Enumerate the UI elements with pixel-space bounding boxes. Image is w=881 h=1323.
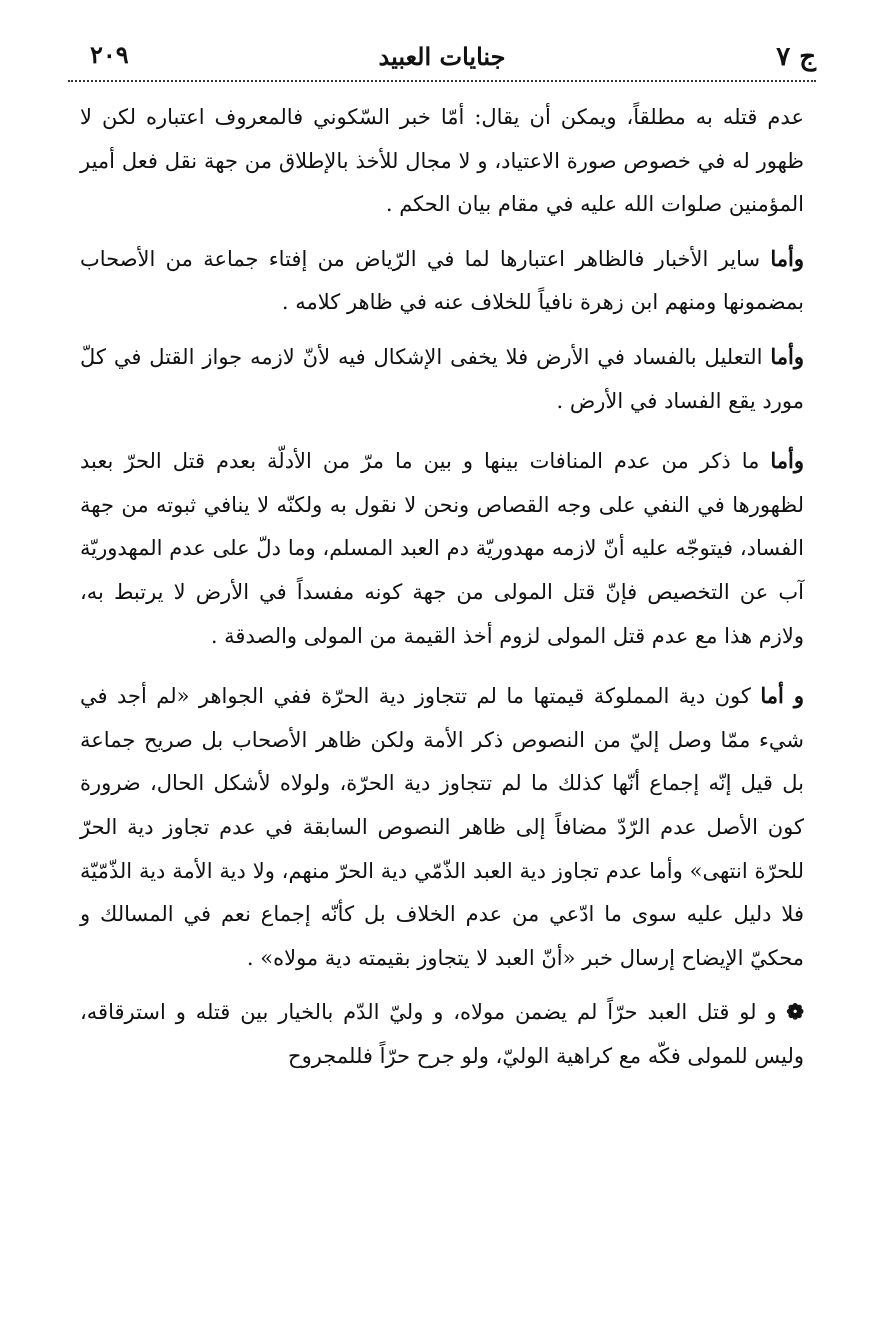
running-title: جنايات العبيد <box>378 42 506 71</box>
paragraph <box>80 237 804 325</box>
page-number: ٢٠٩ <box>90 40 129 69</box>
paragraph <box>80 990 804 1078</box>
running-header <box>68 38 816 78</box>
paragraph-text: التعليل بالفساد في الأرض فلا يخفى الإشكال فيه لأنّ لازمه جواز القتل في كلّ مورد يقع الفساد في الأرض . <box>80 344 804 413</box>
paragraph <box>80 439 804 658</box>
paragraph-text: كون دية المملوكة قيمتها ما لم تتجاوز دية الحرّة ففي الجواهر «لم أجد في شيء ممّا وصل إليّ من النصوص ذكر الأمة ولكن ظاهر الأصحاب بل صريح جماعة بل قيل إنّه إجماع أنّها كذلك ما لم تتجاوز دية الحرّة، ولولاه لأشكل الحال، ضرورة كون الأصل عدم الرّدّ مضافاً إلى ظاهر النصوص السابقة في عدم تجاوز دية الحرّ للحرّة انتهى» وأما عدم تجاوز دية العبد الذّمّي دية الحرّ منهم، ولا دية الأمة دية الذّمّيّة فلا دليل عليه سوى ما ادّعي من عدم الخلاف بل كأنّه إجماع نعم في المسالك و محكيّ الإيضاح إرسال خبر «أنّ العبد لا يتجاوز بقيمته دية مولاه» . <box>80 684 804 970</box>
paragraph-text: عدم قتله به مطلقاً، ويمكن أن يقال: أمّا خبر السّكوني فالمعروف اعتباره لكن لا ظهور له في خصوص صورة الاعتياد، و لا مجال للأخذ بالإطلاق من جهة نقل فعل أمير المؤمنين صلوات الله عليه في مقام بيان الحكم . <box>80 105 804 217</box>
paragraph <box>80 96 804 227</box>
paragraph-lead-word: و أما <box>760 683 804 709</box>
paragraph-lead-word: وأما <box>770 448 804 474</box>
header-dotted-rule <box>68 80 816 82</box>
body-text <box>80 96 804 1078</box>
paragraph-lead-word: وأما <box>770 245 804 271</box>
paragraph-text: ساير الأخبار فالظاهر اعتبارها لما في الرّياض من إفتاء جماعة من الأصحاب بمضمونها ومنهم ابن زهرة نافياً للخلاف عنه في ظاهر كلامه . <box>80 246 804 315</box>
paragraph <box>80 674 804 980</box>
section-ornament-icon: ❁ <box>786 999 804 1025</box>
paragraph-text: ما ذكر من عدم المنافات بينها و بين ما مرّ من الأدلّة بعدم قتل الحرّ بعبد لظهورها في النفي على وجه القصاص ونحن لا نقول به ولكنّه لا ينافي ثبوته من جهة الفساد، فيتوجّه عليه أنّ لازمه مهدوريّة دم العبد المسلم، وما دلّ على عدم المهدوريّة آب عن التخصيص فإنّ قتل المولى من جهة كونه مفسداً في الأرض لا يرتبط به، ولازم هذا مع عدم قتل المولى لزوم أخذ القيمة من المولى والصدقة . <box>80 449 804 648</box>
volume-label: ج ٧ <box>776 42 816 72</box>
paragraph-text: و لو قتل العبد حرّاً لم يضمن مولاه، و وليّ الدّم بالخيار بين قتله و استرقاقه، وليس للمولى فكّه مع كراهية الوليّ، ولو جرح حرّاً فللمجروح <box>80 1000 804 1068</box>
paragraph <box>80 335 804 423</box>
paragraph-lead-word: وأما <box>770 343 804 369</box>
